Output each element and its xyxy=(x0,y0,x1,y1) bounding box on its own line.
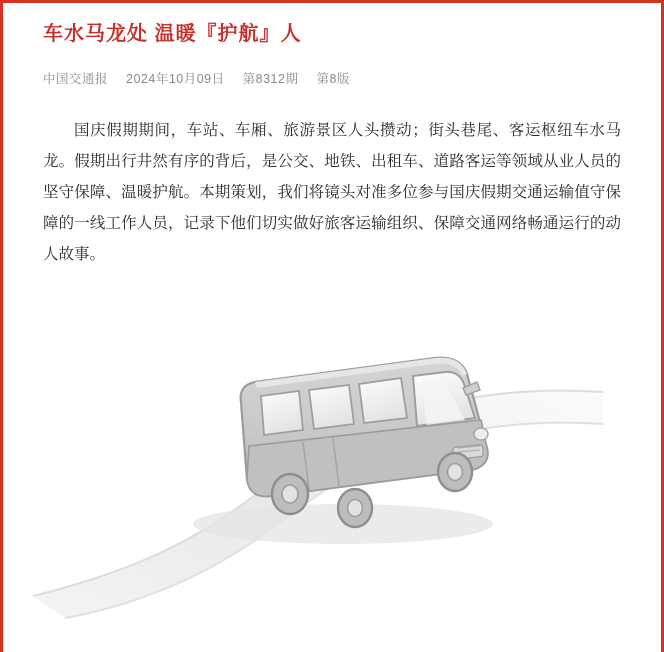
bus-wheel-rear xyxy=(272,474,308,514)
article-body: 国庆假期期间，车站、车厢、旅游景区人头攒动；街头巷尾、客运枢纽车水马龙。假期出行井然有序的背后，是公交、地铁、出租车、道路客运等领域从业人员的坚守保障、温暖护航。本期策划，我们将镜头对准多位参与国庆假期交通运输值守保障的一线工作人员，记录下他们切实做好旅客运输组织、保障交通网络畅通运行的动人故事。 xyxy=(43,122,621,263)
meta-source: 中国交通报 xyxy=(43,72,109,86)
article-content xyxy=(3,3,661,626)
meta-issue: 第8312期 xyxy=(242,72,299,86)
bus-wheel-mid xyxy=(338,489,372,527)
meta-date: 2024年10月09日 xyxy=(126,72,225,86)
article-meta xyxy=(43,69,635,87)
meta-edition: 第8版 xyxy=(316,72,350,86)
bus-graphic xyxy=(241,358,488,527)
bus-wheel-front xyxy=(438,453,472,491)
page-title: 车水马龙处 温暖『护航』人 xyxy=(43,23,302,45)
bus-on-road-illustration xyxy=(3,296,664,626)
